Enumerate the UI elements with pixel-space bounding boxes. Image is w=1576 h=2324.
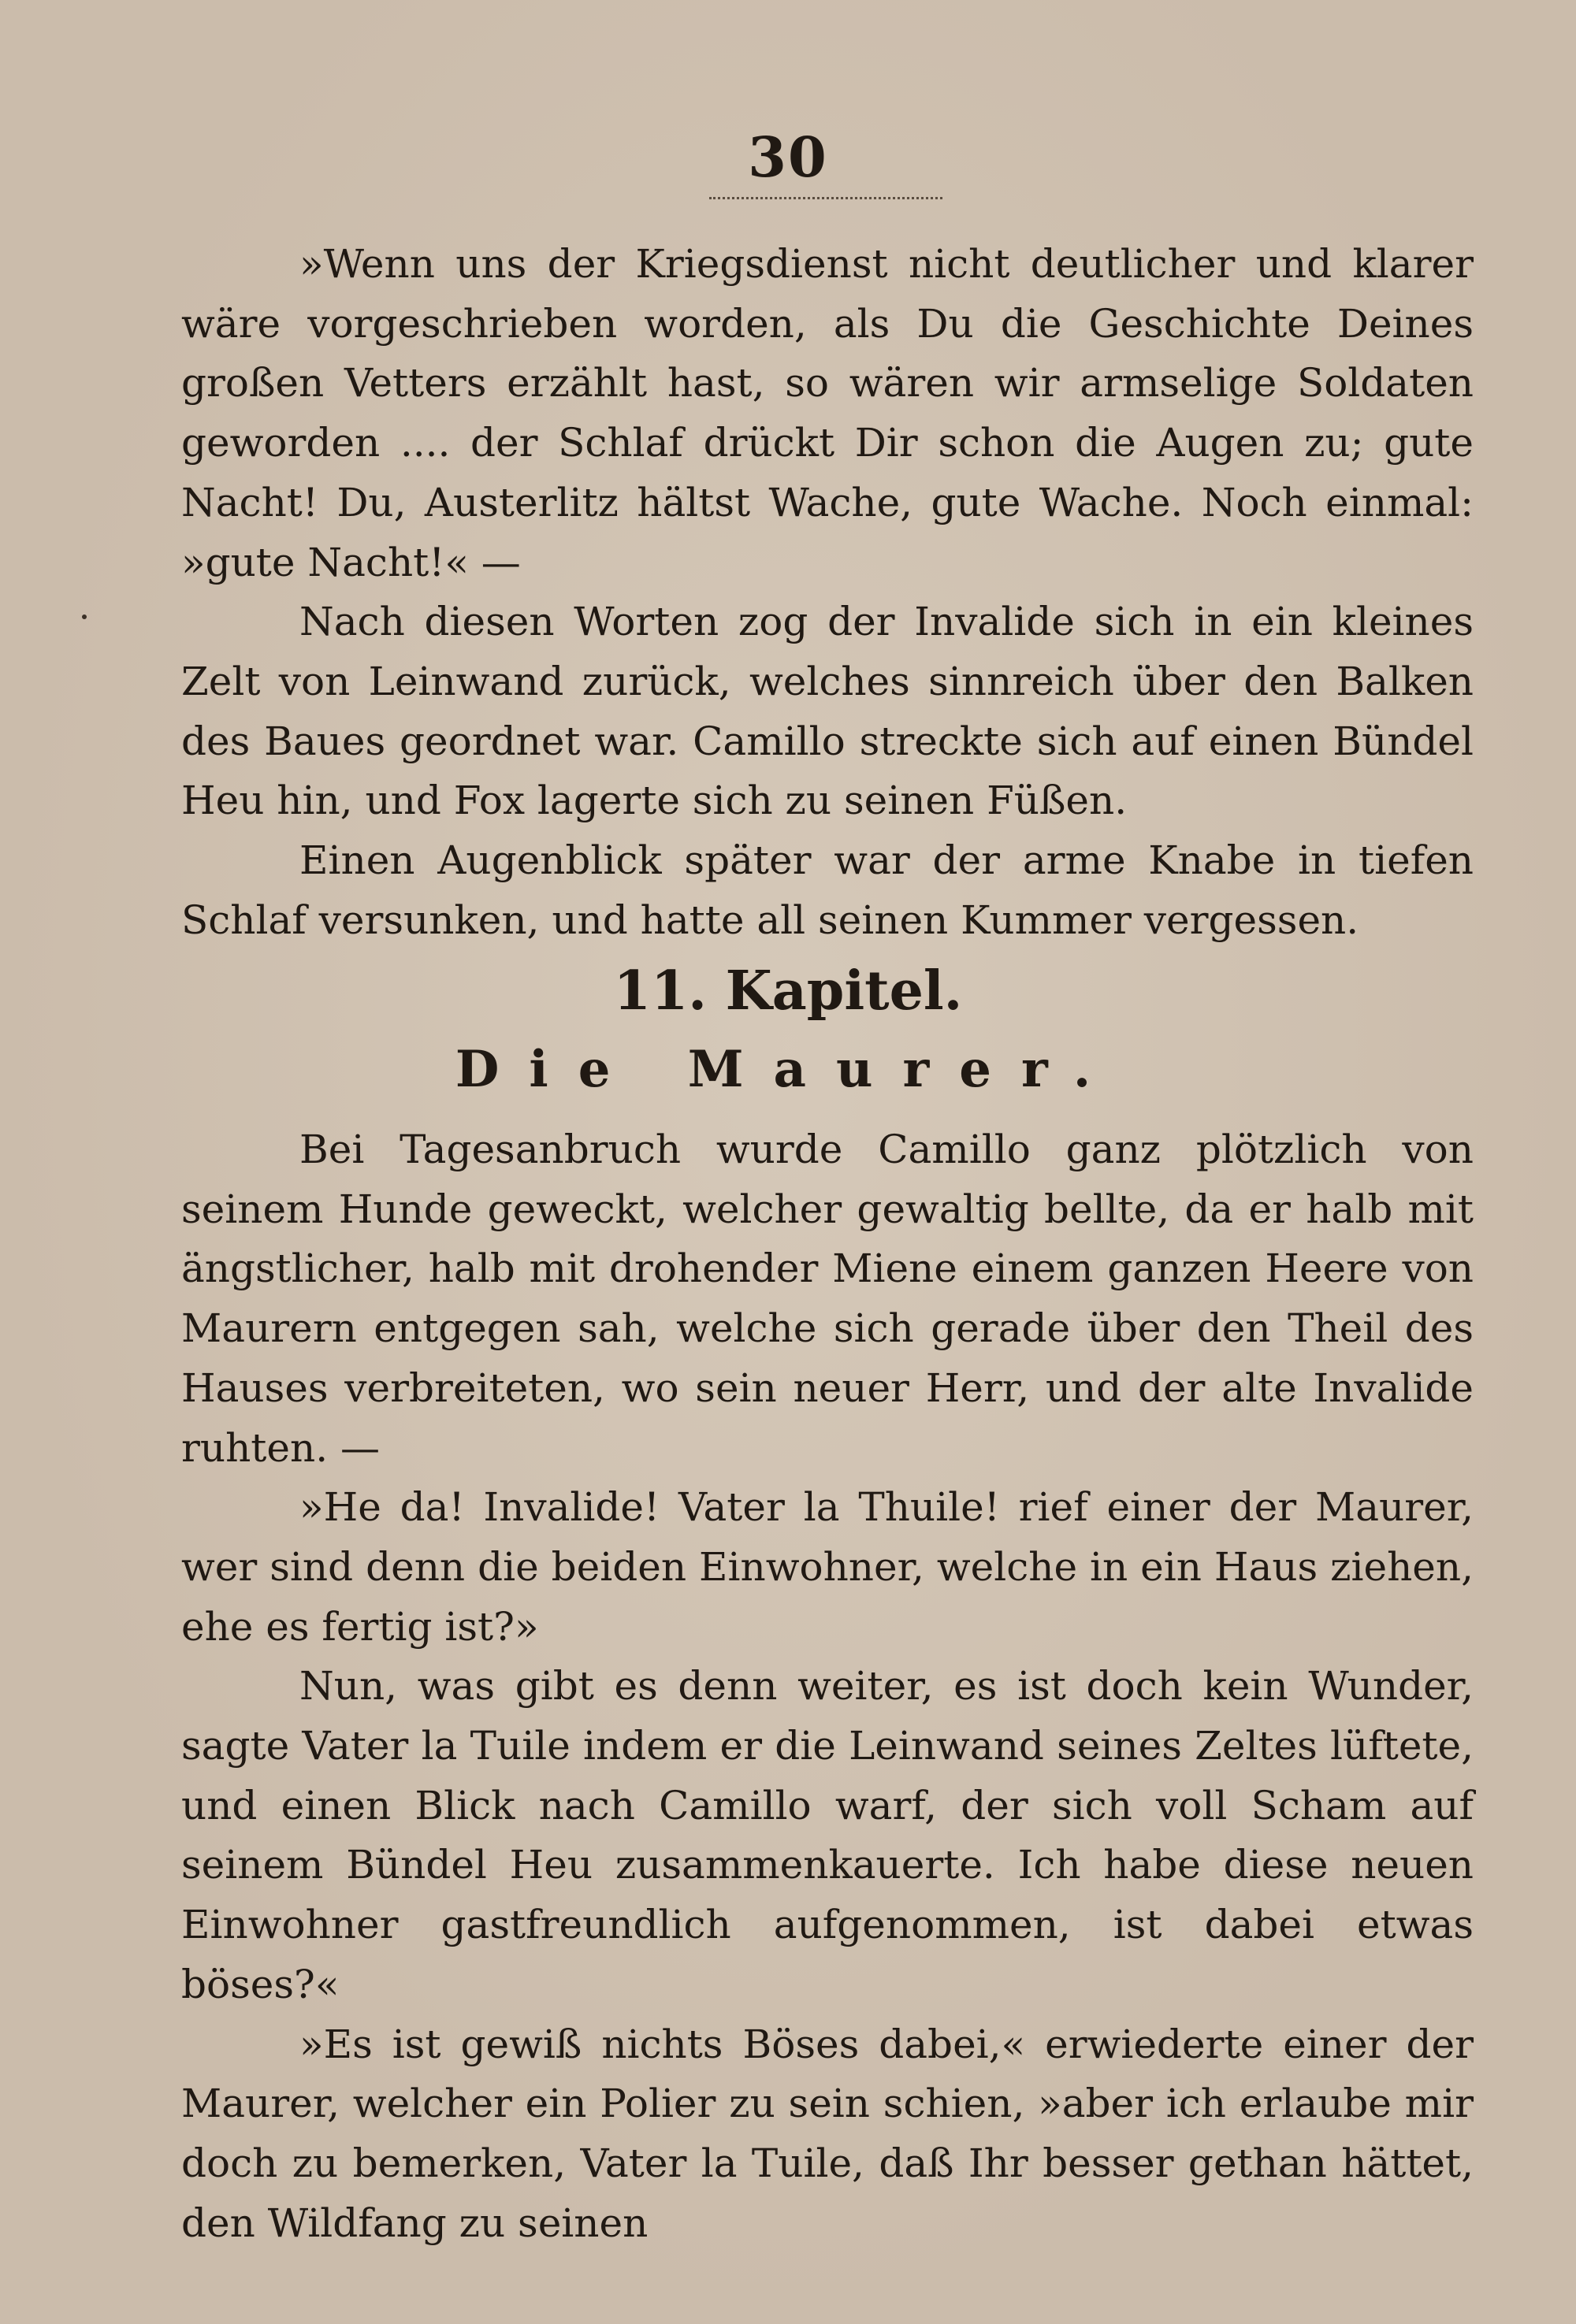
paragraph: »Wenn uns der Kriegsdienst nicht deutlicher und klarer wäre vorgeschrieben worden, als Du die Geschichte Deines großen Vetters erzählt hast, so wären wir armselige Soldaten geworden .... der Schlaf drückt Dir schon die Augen zu; gute Nacht! Du, Austerlitz hältst Wache, gute Wache. Noch einmal: »gute Nacht!« — xyxy=(181,241,1474,585)
paragraph: Nun, was gibt es denn weiter, es ist doch kein Wunder, sagte Vater la Tuile indem er die Leinwand seines Zeltes lüftete, und einen Blick nach Camillo warf, der sich voll Scham auf seinem Bündel Heu zusammenkauerte. Ich habe diese neuen Einwohner gastfreundlich aufgenommen, ist dabei etwas böses?« xyxy=(181,1663,1474,2007)
text-block-top xyxy=(181,235,1474,950)
header-dotted-rule xyxy=(709,197,942,199)
page-number: 30 xyxy=(748,124,828,190)
paragraph: Einen Augenblick später war der arme Knabe in tiefen Schlaf versunken, und hatte all seinen Kummer vergessen. xyxy=(181,837,1474,943)
text-block-chapter xyxy=(181,1120,1474,2253)
ink-speck xyxy=(82,614,87,619)
paragraph: Bei Tagesanbruch wurde Camillo ganz plötzlich von seinem Hunde geweckt, welcher gewaltig bellte, da er halb mit ängstlicher, halb mit drohender Miene einem ganzen Heere von Maurern entgegen sah, welche sich gerade über den Theil des Hauses verbreiteten, wo sein neuer Herr, und der alte Invalide ruhten. — xyxy=(181,1127,1474,1471)
chapter-number: 11. Kapitel. xyxy=(613,960,963,1023)
paragraph: »Es ist gewiß nichts Böses dabei,« erwiederte einer der Maurer, welcher ein Polier zu sein schien, »aber ich erlaube mir doch zu bemerken, Vater la Tuile, daß Ihr besser gethan hättet, den Wildfang zu seinen xyxy=(181,2021,1474,2246)
chapter-title: Die Maurer. xyxy=(455,1040,1121,1099)
paragraph: Nach diesen Worten zog der Invalide sich in ein kleines Zelt von Leinwand zurück, welches sinnreich über den Balken des Baues geordnet war. Camillo streckte sich auf einen Bündel Heu hin, und Fox lagerte sich zu seinen Füßen. xyxy=(181,599,1474,824)
paragraph: »He da! Invalide! Vater la Thuile! rief einer der Maurer, wer sind denn die beiden Einwohner, welche in ein Haus ziehen, ehe es fertig ist?» xyxy=(181,1484,1474,1650)
